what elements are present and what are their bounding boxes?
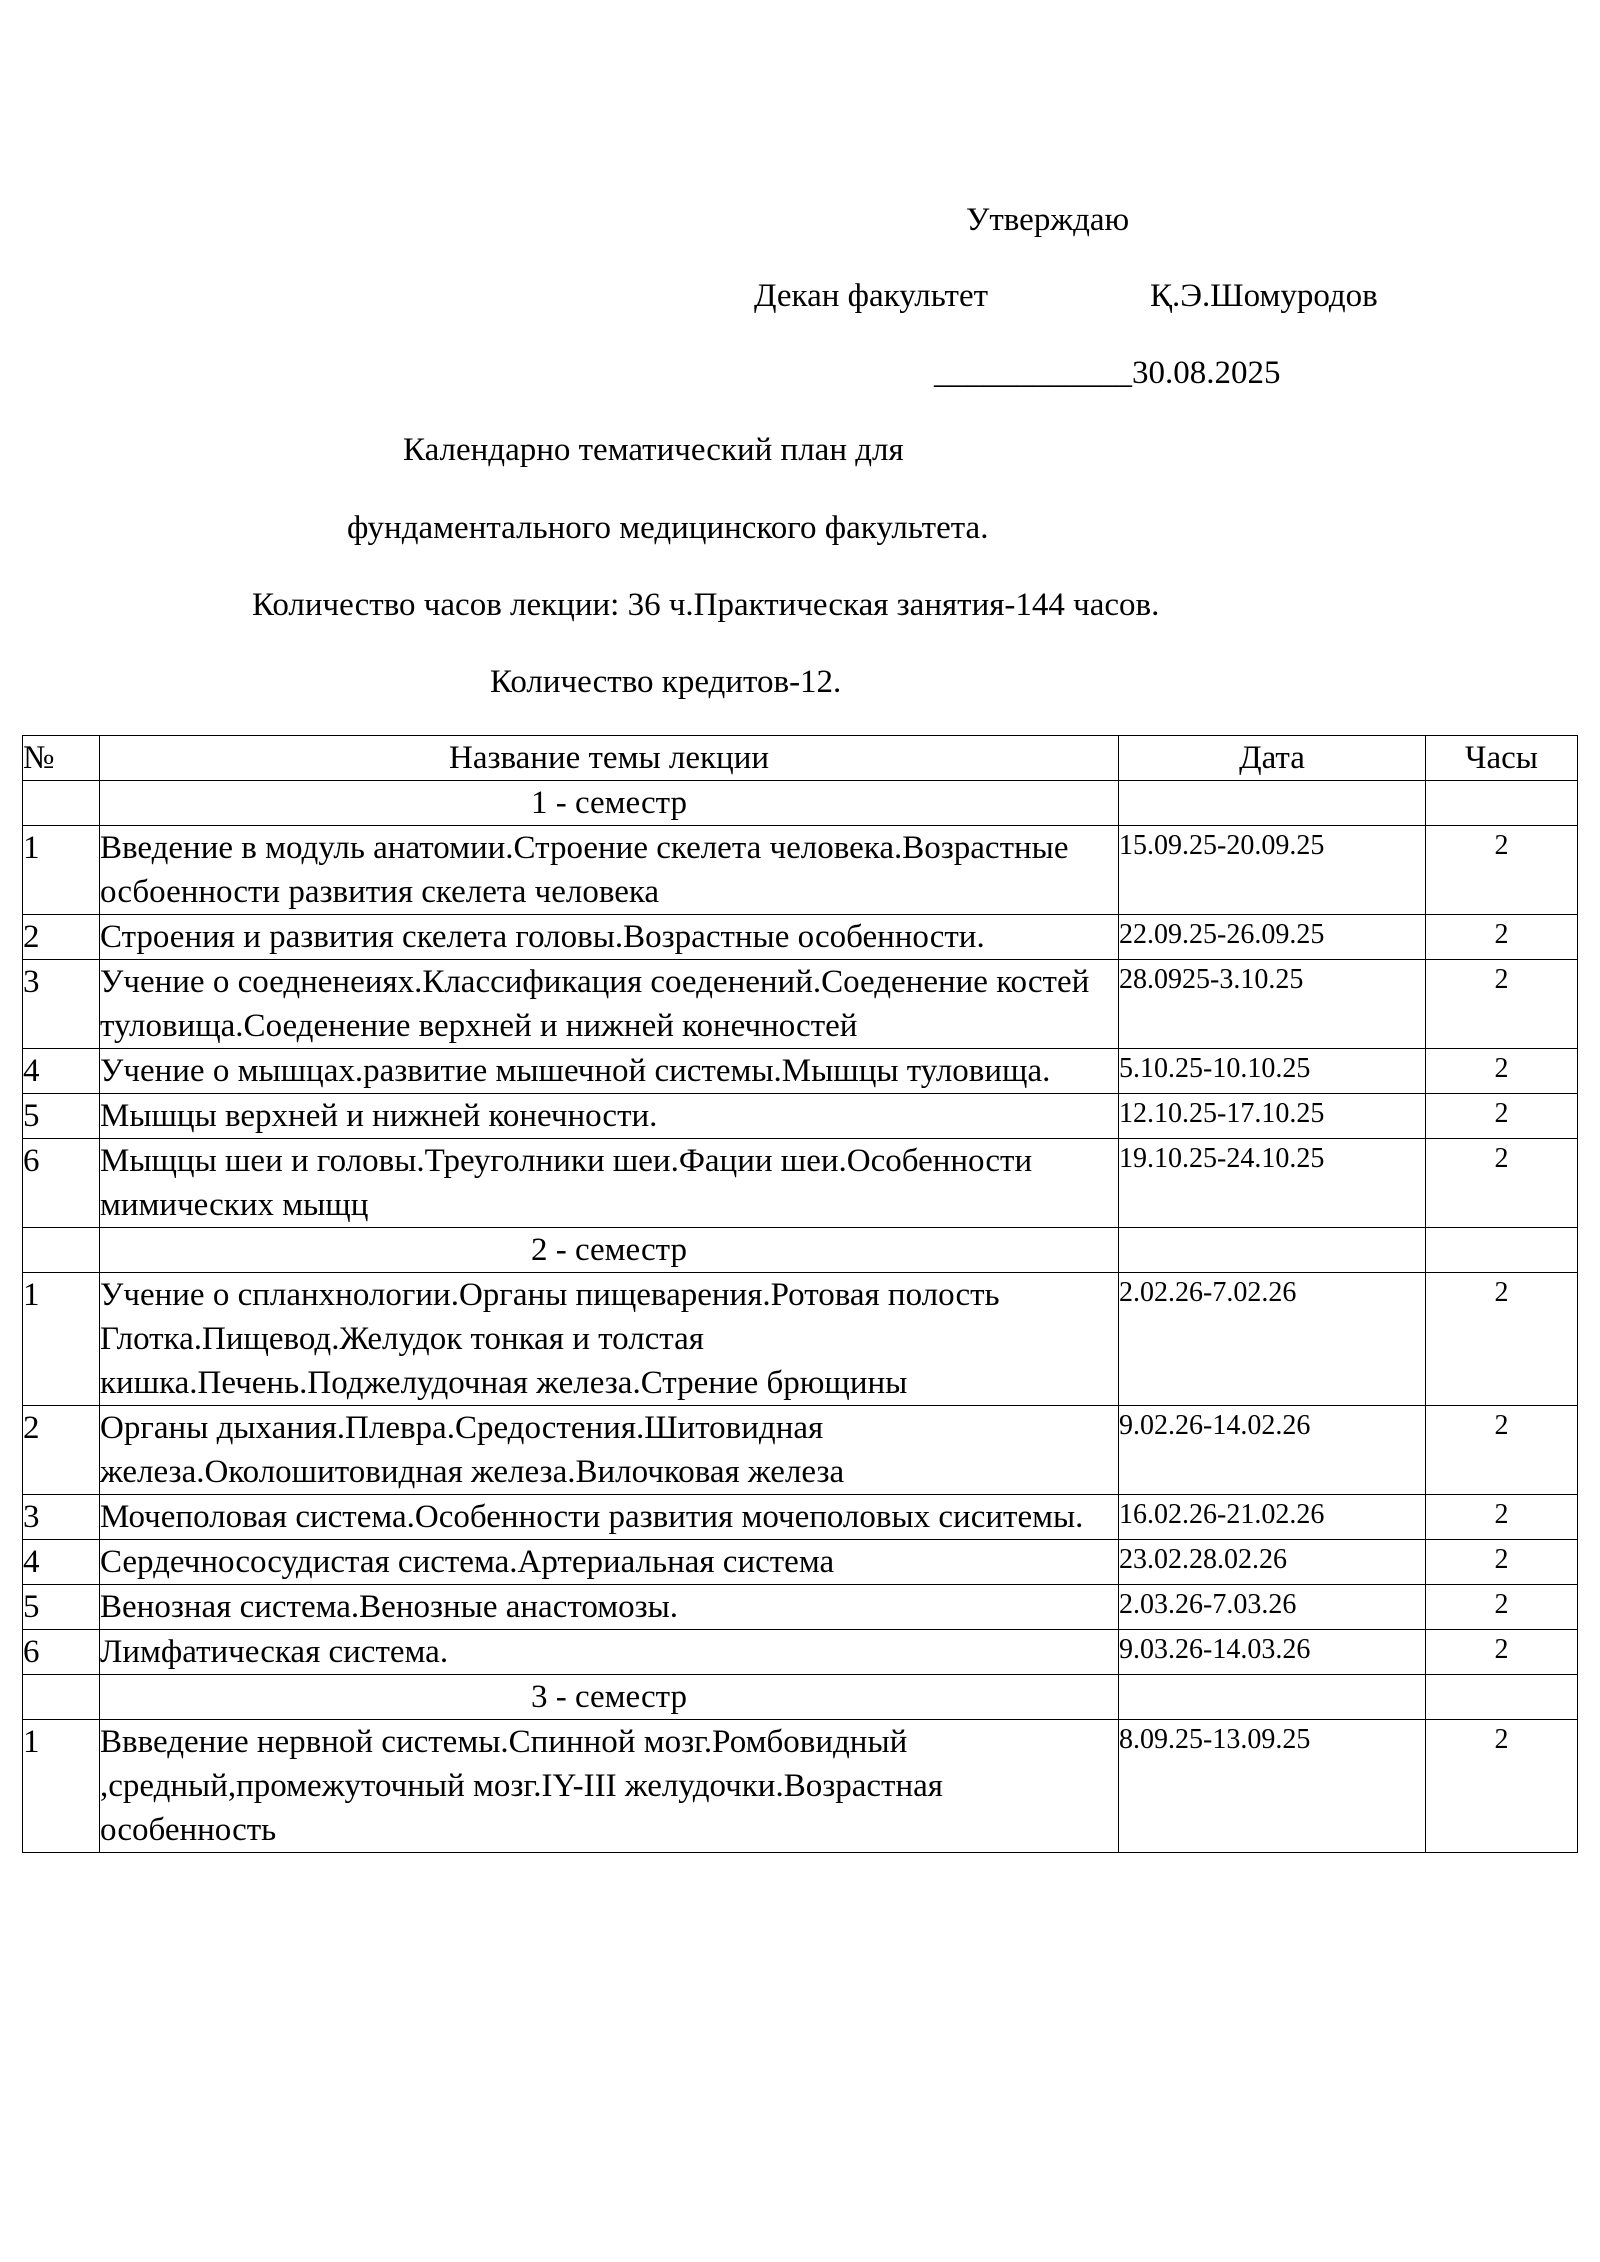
column-header-date: Дата <box>1119 736 1426 781</box>
lecture-date: 23.02.28.02.26 <box>1119 1540 1426 1585</box>
lecture-number: 1 <box>23 1720 100 1853</box>
table-row <box>23 1049 1578 1094</box>
lecture-date: 12.10.25-17.10.25 <box>1119 1094 1426 1139</box>
lecture-number: 6 <box>23 1139 100 1228</box>
table-row <box>23 826 1578 915</box>
lecture-date: 5.10.25-10.10.25 <box>1119 1049 1426 1094</box>
table-row <box>23 1585 1578 1630</box>
table-row <box>23 1630 1578 1675</box>
lecture-topic: Ввведение нервной системы.Спинной мозг.Ромбовидный ,средный,промежуточный мозг.IY-III желудочки.Возрастная особенность <box>100 1720 1119 1853</box>
lecture-number: 2 <box>23 915 100 960</box>
lecture-hours: 2 <box>1426 1273 1578 1406</box>
lecture-topic: Учение о спланхнологии.Органы пищеварения.Ротовая полость Глотка.Пищевод.Желудок тонкая и толстая кишка.Печень.Поджелудочная железа.Стрение брющины <box>100 1273 1119 1406</box>
plan-credits-info: Количество кредитов-12. <box>490 664 842 700</box>
semester-row <box>23 1675 1578 1720</box>
lecture-hours: 2 <box>1426 1495 1578 1540</box>
lecture-topic: Учение о мышцах.развитие мышечной системы.Мышцы туловища. <box>100 1049 1119 1094</box>
lecture-plan-table <box>22 735 1578 1853</box>
column-header-topic: Название темы лекции <box>100 736 1119 781</box>
lecture-topic: Органы дыхания.Плевра.Средостения.Шитовидная железа.Околошитовидная железа.Вилочковая железа <box>100 1406 1119 1495</box>
semester-empty-cell <box>23 1675 100 1720</box>
plan-title-line-1: Календарно тематический план для <box>403 432 904 468</box>
lecture-topic: Мыщцы шеи и головы.Треуголники шеи.Фации шеи.Особенности мимических мыщц <box>100 1139 1119 1228</box>
table-row <box>23 1273 1578 1406</box>
lecture-date: 15.09.25-20.09.25 <box>1119 826 1426 915</box>
lecture-hours: 2 <box>1426 915 1578 960</box>
semester-empty-cell <box>1119 1675 1426 1720</box>
lecture-topic: Мочеполовая система.Особенности развития мочеполовых сиситемы. <box>100 1495 1119 1540</box>
dean-row <box>754 272 1378 320</box>
lecture-hours: 2 <box>1426 1406 1578 1495</box>
semester-row <box>23 781 1578 826</box>
semester-label: 1 - семестр <box>100 781 1119 826</box>
lecture-number: 5 <box>23 1585 100 1630</box>
signature-date-line: ____________30.08.2025 <box>934 355 1281 391</box>
semester-label: 3 - семестр <box>100 1675 1119 1720</box>
lecture-number: 4 <box>23 1049 100 1094</box>
dean-name: Қ.Э.Шомуродов <box>1150 278 1378 314</box>
lecture-date: 2.02.26-7.02.26 <box>1119 1273 1426 1406</box>
semester-row <box>23 1228 1578 1273</box>
table-row <box>23 1720 1578 1853</box>
column-header-number: № <box>23 736 100 781</box>
table-row <box>23 1406 1578 1495</box>
table-row <box>23 1094 1578 1139</box>
dean-title: Декан факультет <box>754 278 989 314</box>
lecture-topic: Введение в модуль анатомии.Строение скелета человека.Возрастные осбоенности развития скелета человека <box>100 826 1119 915</box>
lecture-topic: Учение о соедненеиях.Классификация соеденений.Соеденение костей туловища.Соеденение верхней и нижней конечностей <box>100 960 1119 1049</box>
semester-empty-cell <box>1426 781 1578 826</box>
lecture-number: 1 <box>23 1273 100 1406</box>
semester-empty-cell <box>23 1228 100 1273</box>
semester-empty-cell <box>1426 1675 1578 1720</box>
lecture-date: 19.10.25-24.10.25 <box>1119 1139 1426 1228</box>
lecture-date: 8.09.25-13.09.25 <box>1119 1720 1426 1853</box>
lecture-date: 9.03.26-14.03.26 <box>1119 1630 1426 1675</box>
column-header-hours: Часы <box>1426 736 1578 781</box>
plan-title-line-2: фундаментального медицинского факультета. <box>347 510 989 546</box>
lecture-hours: 2 <box>1426 1630 1578 1675</box>
lecture-hours: 2 <box>1426 1540 1578 1585</box>
lecture-date: 16.02.26-21.02.26 <box>1119 1495 1426 1540</box>
table-row <box>23 1139 1578 1228</box>
semester-empty-cell <box>23 781 100 826</box>
lecture-topic: Венозная система.Венозные анастомозы. <box>100 1585 1119 1630</box>
lecture-topic: Сердечнососудистая система.Артериальная система <box>100 1540 1119 1585</box>
lecture-hours: 2 <box>1426 1585 1578 1630</box>
lecture-hours: 2 <box>1426 1049 1578 1094</box>
lecture-number: 6 <box>23 1630 100 1675</box>
table-row <box>23 1495 1578 1540</box>
lecture-number: 3 <box>23 1495 100 1540</box>
lecture-date: 22.09.25-26.09.25 <box>1119 915 1426 960</box>
lecture-hours: 2 <box>1426 826 1578 915</box>
lecture-date: 9.02.26-14.02.26 <box>1119 1406 1426 1495</box>
lecture-number: 1 <box>23 826 100 915</box>
table-row <box>23 1540 1578 1585</box>
lecture-topic: Лимфатическая система. <box>100 1630 1119 1675</box>
approval-label: Утверждаю <box>966 202 1130 238</box>
table-row <box>23 960 1578 1049</box>
lecture-number: 2 <box>23 1406 100 1495</box>
lecture-hours: 2 <box>1426 1139 1578 1228</box>
table-body <box>23 781 1578 1853</box>
plan-hours-info: Количество часов лекции: 36 ч.Практическая занятия-144 часов. <box>252 587 1160 623</box>
lecture-date: 28.0925-3.10.25 <box>1119 960 1426 1049</box>
semester-label: 2 - семестр <box>100 1228 1119 1273</box>
lecture-topic: Строения и развития скелета головы.Возрастные особенности. <box>100 915 1119 960</box>
semester-empty-cell <box>1119 781 1426 826</box>
lecture-number: 4 <box>23 1540 100 1585</box>
lecture-date: 2.03.26-7.03.26 <box>1119 1585 1426 1630</box>
semester-empty-cell <box>1119 1228 1426 1273</box>
lecture-number: 5 <box>23 1094 100 1139</box>
lecture-hours: 2 <box>1426 960 1578 1049</box>
lecture-hours: 2 <box>1426 1094 1578 1139</box>
lecture-topic: Мышцы верхней и нижней конечности. <box>100 1094 1119 1139</box>
table-row <box>23 915 1578 960</box>
semester-empty-cell <box>1426 1228 1578 1273</box>
lecture-number: 3 <box>23 960 100 1049</box>
lecture-hours: 2 <box>1426 1720 1578 1853</box>
table-header-row <box>23 736 1578 781</box>
